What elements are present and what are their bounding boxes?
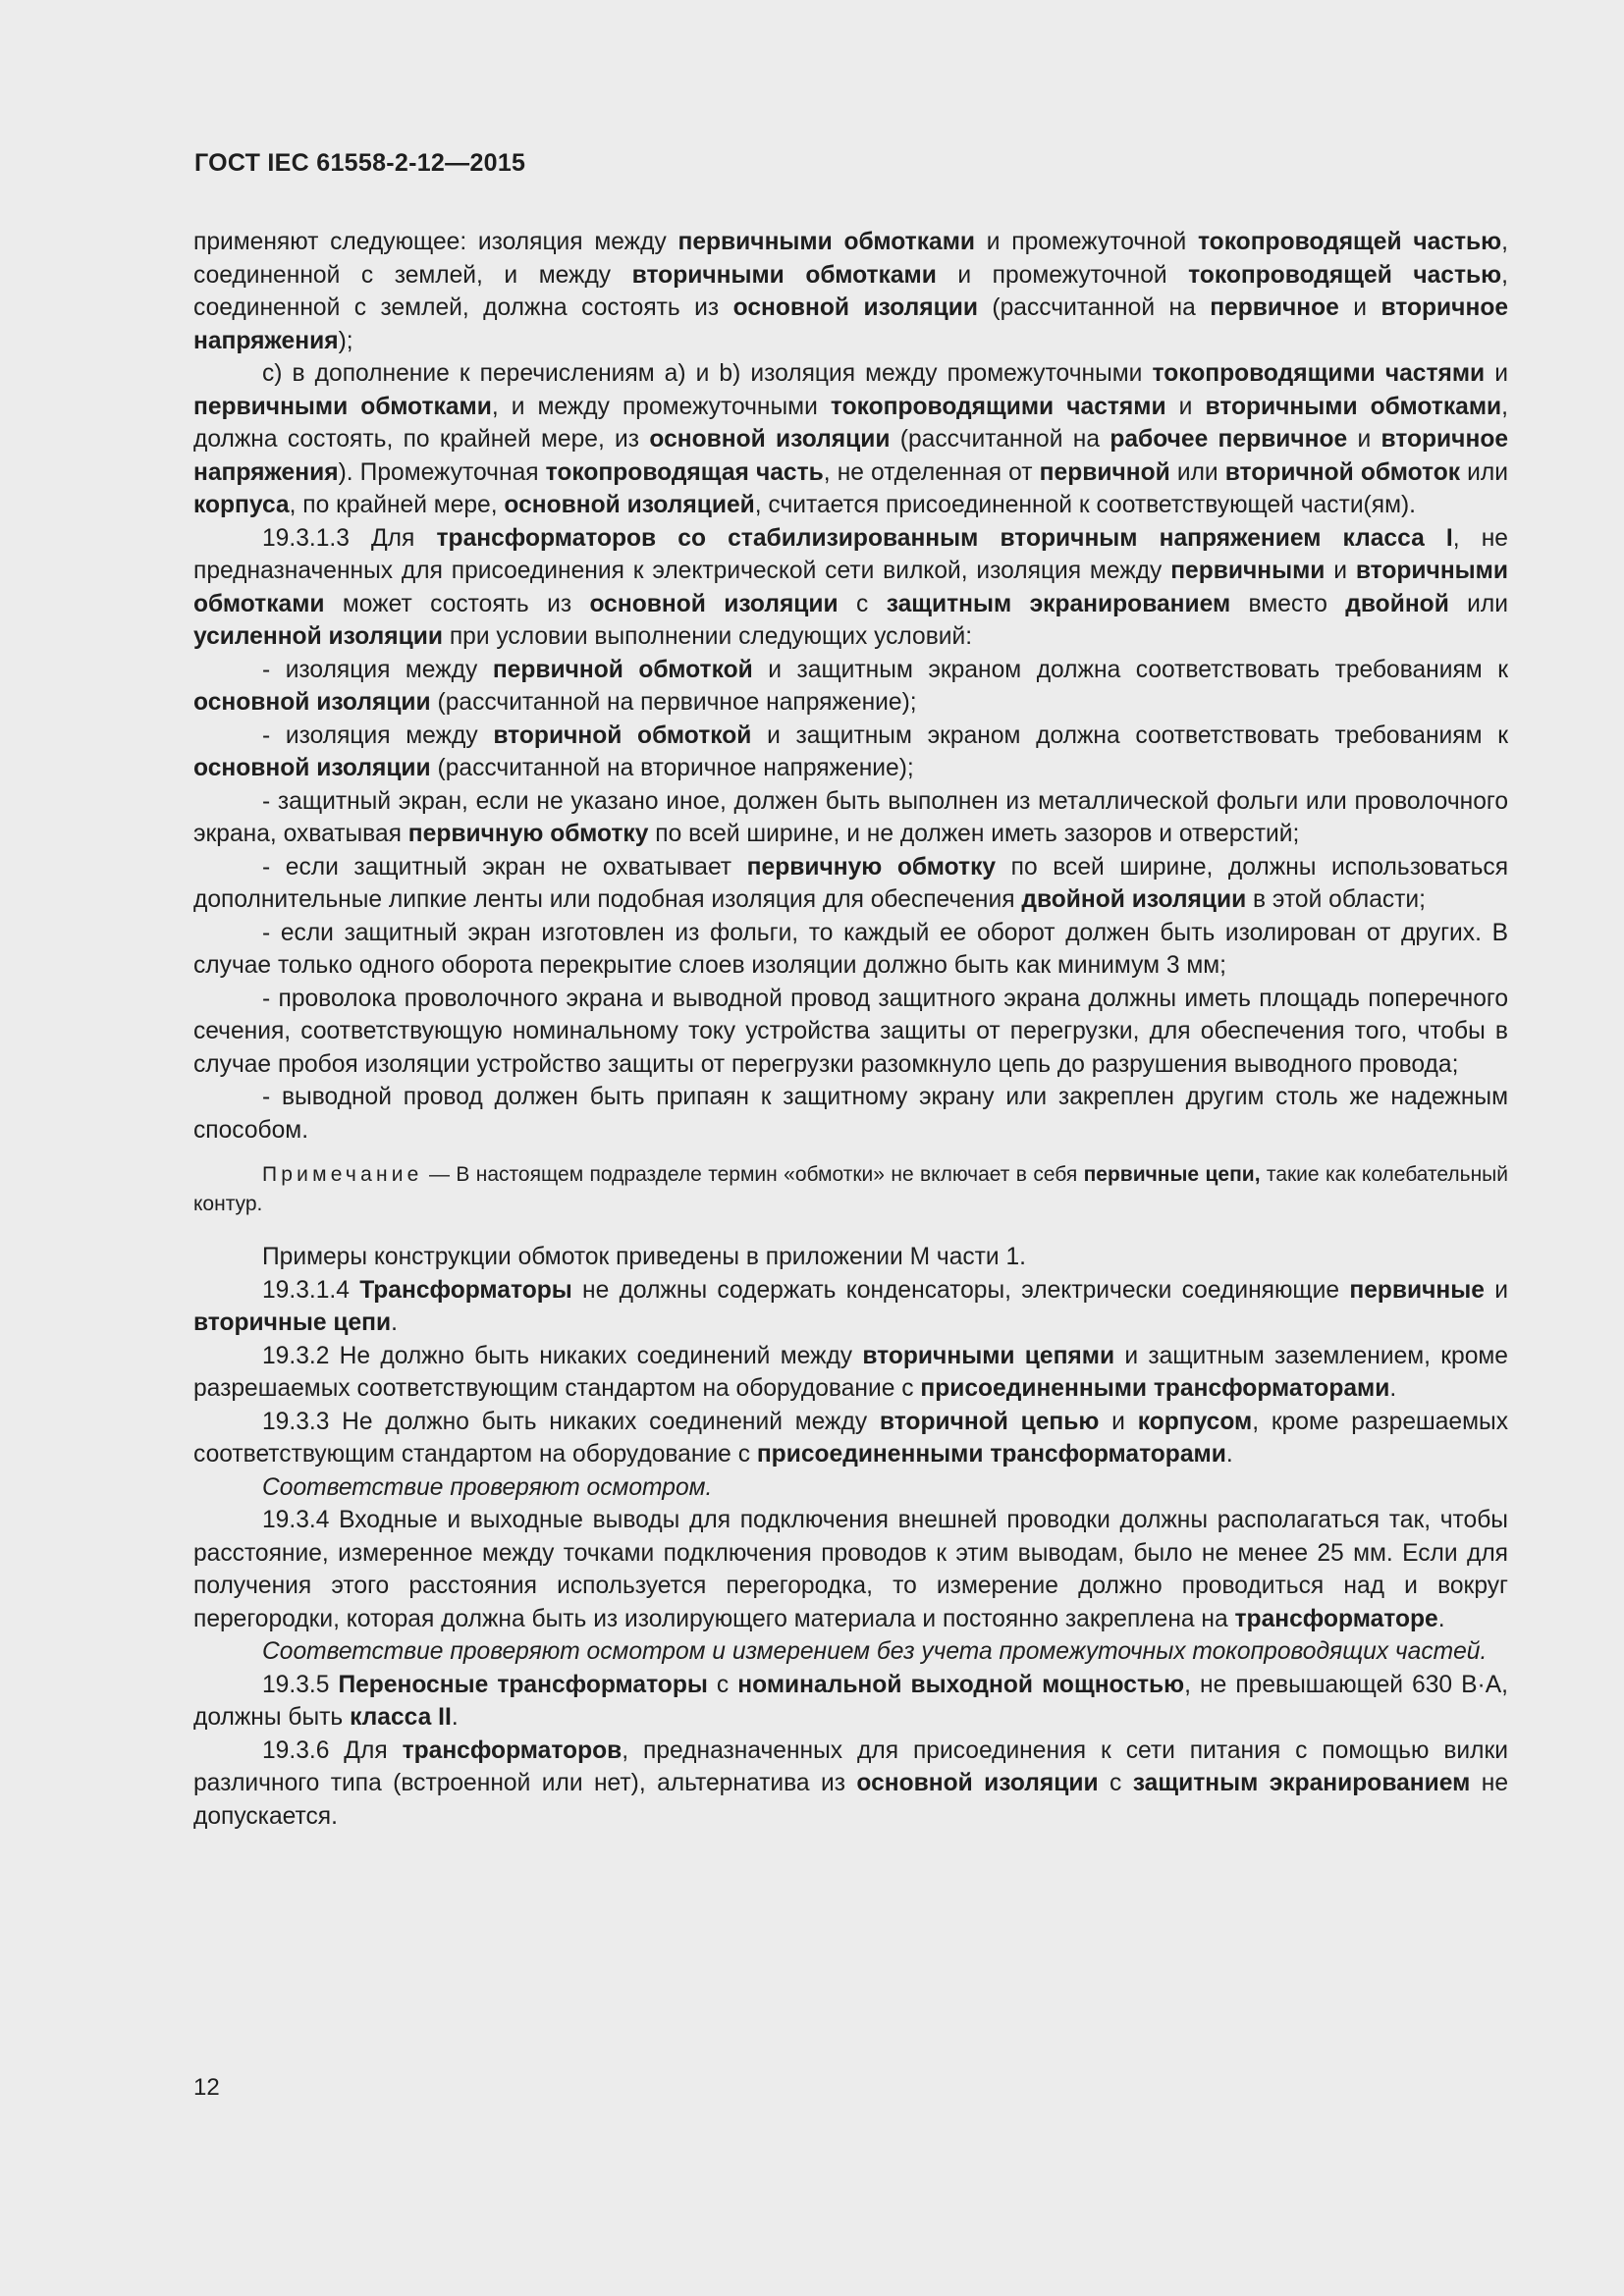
body-paragraph: - проволока проволочного экрана и выводной провод защитного экрана должны иметь площадь поперечного сечения, соответствующую номинальному току устройства защиты от перегрузки, для обеспечения того, чтобы в случае пробоя изоляции устройство защиты от перегрузки разомкнуло цепь до разрушения выводного провода; [193,985,1508,1078]
body-paragraph: 19.3.3 Не должно быть никаких соединений между вторичной цепью и корпусом, кроме разрешаемых соответствующим стандартом на оборудование с присоединенными трансформаторами. [193,1408,1508,1468]
body-paragraph: Соответствие проверяют осмотром. [262,1473,713,1501]
body-paragraph: - изоляция между первичной обмоткой и защитным экраном должна соответствовать требованиям к основной изоляции (рассчитанной на первичное напряжение); [193,656,1508,716]
body-paragraph: 19.3.6 Для трансформаторов, предназначенных для присоединения к сети питания с помощью вилки различного типа (встроенной или нет), альтернатива из основной изоляции с защитным экранированием не допускается. [193,1736,1508,1830]
document-header: ГОСТ IEC 61558-2-12—2015 [194,149,526,177]
body-paragraph: - если защитный экран не охватывает первичную обмотку по всей ширине, должны использоваться дополнительные липкие ленты или подобная изоляция для обеспечения двойной изоляции в этой области; [193,853,1509,913]
body-paragraph: 19.3.1.4 Трансформаторы не должны содержать конденсаторы, электрически соединяющие первичные и вторичные цепи. [193,1276,1508,1336]
body-paragraph: 19.3.2 Не должно быть никаких соединений между вторичными цепями и защитным заземлением, кроме разрешаемых соответствующим стандартом на оборудование с присоединенными трансформаторами. [193,1342,1508,1402]
document-body [193,226,1508,1833]
body-paragraph: - изоляция между вторичной обмоткой и защитным экраном должна соответствовать требованиям к основной изоляции (рассчитанной на вторичное напряжение); [193,721,1508,781]
body-paragraph: - защитный экран, если не указано иное, должен быть выполнен из металлической фольги или проволочного экрана, охватывая первичную обмотку по всей ширине, и не должен иметь зазоров и отверстий; [193,787,1508,847]
body-paragraph: - выводной провод должен быть припаян к защитному экрану или закреплен другим столь же надежным способом. [193,1084,1508,1144]
body-paragraph: 19.3.1.3 Для трансформаторов со стабилизированным вторичным напряжением класса I, не предназначенных для присоединения к электрической сети вилкой, изоляция между первичными и вторичными обмотками может состоять из основной изоляции с защитным экранированием вместо двойной или усиленной изоляции при условии выполнении следующих условий: [193,524,1508,650]
body-paragraph: 19.3.4 Входные и выходные выводы для подключения внешней проводки должны располагаться так, чтобы расстояние, измеренное между точками подключения проводов к этим выводам, было не менее 25 мм. Если для получения этого расстояния используется перегородка, то измерение должно проводиться над и вокруг перегородки, которая должна быть из изолирующего материала и постоянно закреплена на трансформаторе. [193,1507,1508,1632]
body-paragraph: Соответствие проверяют осмотром и измерением без учета промежуточных токопроводящих частей. [262,1638,1488,1665]
body-paragraph: - если защитный экран изготовлен из фольги, то каждый ее оборот должен быть изолирован от других. В случае только одного оборота перекрытие слоев изоляции должно быть как минимум 3 мм; [193,919,1508,979]
body-paragraph: 19.3.5 Переносные трансформаторы с номинальной выходной мощностью, не превышающей 630 В·А, должны быть класса II. [193,1671,1508,1731]
body-paragraph: c) в дополнение к перечислениям a) и b) изоляция между промежуточными токопроводящими частями и первичными обмотками, и между промежуточными токопроводящими частями и вторичными обмотками, должна состоять, по крайней мере, из основной изоляции (рассчитанной на рабочее первичное и вторичное напряжения). Промежуточная токопроводящая часть, не отделенная от первичной или вторичной обмоток или корпуса, по крайней мере, основной изоляцией, считается присоединенной к соответствующей части(ям). [193,360,1509,518]
body-paragraph: применяют следующее: изоляция между первичными обмотками и промежуточной токопроводящей частью, соединенной с землей, и между вторичными обмотками и промежуточной токопроводящей частью, соединенной с землей, должна состоять из основной изоляции (рассчитанной на первичное и вторичное напряжения); [193,229,1509,354]
page-number: 12 [193,2074,220,2101]
body-paragraph: Примеры конструкции обмоток приведены в приложении M части 1. [262,1244,1027,1270]
note-paragraph: Примечание — В настоящем подразделе термин «обмотки» не включает в себя первичные цепи, такие как колебательный контур. [193,1163,1508,1215]
